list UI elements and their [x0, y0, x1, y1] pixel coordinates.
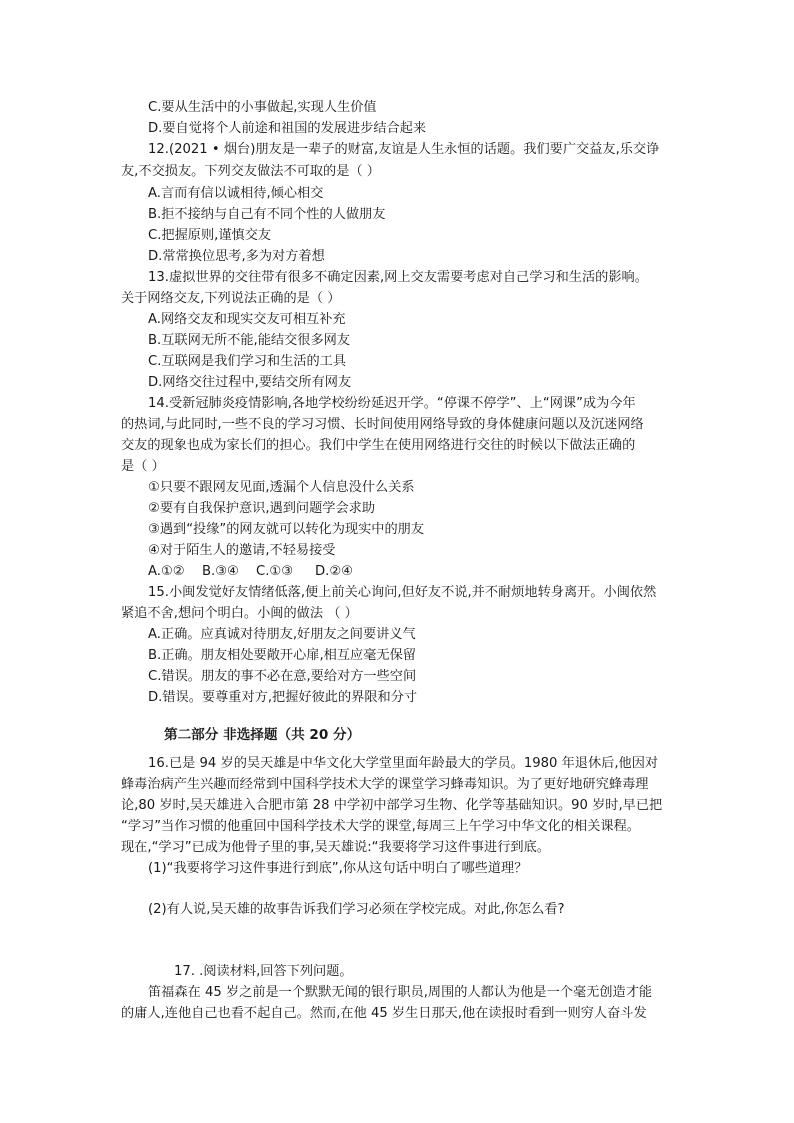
q12-option-c: C.把握原则,谨慎交友 — [148, 228, 272, 243]
q13-option-d: D.网络交往过程中,要结交所有网友 — [148, 375, 352, 390]
q16-passage-cont-1: 蜂毒治病产生兴趣而经常到中国科学技术大学的课堂学习蜂毒知识。为了更好地研究蜂毒理 — [121, 777, 649, 792]
q17-passage: 笛福森在 45 岁之前是一个默默无闻的银行职员,周围的人都认为他是一个毫无创造才能 — [148, 985, 653, 1000]
q12-option-b: B.拒不接纳与自己有不同个性的人做朋友 — [148, 207, 386, 222]
q14-option-d: D.②④ — [315, 564, 353, 579]
q13-stem-cont: 关于网络交友,下列说法正确的是（ ） — [121, 291, 341, 306]
q15-stem: 15.小闽发觉好友情绪低落,便上前关心询问,但好友不说,并不耐烦地转身离开。小闽依然 — [148, 585, 657, 600]
q13-option-b: B.互联网无所不能,能结交很多网友 — [148, 333, 351, 348]
q12-option-a: A.言而有信以诚相待,倾心相交 — [148, 186, 324, 201]
q12-stem: 12.(2021 • 烟台)朋友是一辈子的财富,友谊是人生永恒的话题。我们要广交益友,乐交诤 — [148, 142, 660, 157]
q13-option-a: A.网络交友和现实交友可相互补充 — [148, 312, 346, 327]
q14-statement-1: ①只要不跟网友见面,透漏个人信息没什么关系 — [148, 480, 415, 495]
q16-subquestion-2: (2)有人说,吴天雄的故事告诉我们学习必须在学校完成。对此,你怎么看? — [148, 902, 565, 917]
q14-options — [148, 565, 353, 578]
q14-stem-cont-1: 的热词,与此同时,一些不良的学习习惯、长时间使用网络导致的身体健康问题以及沉迷网络 — [121, 417, 644, 432]
q16-subquestion-1: (1)“我要将学习这件事进行到底”,你从这句话中明白了哪些道理？ — [148, 861, 528, 876]
q14-option-c: C.①③ — [256, 564, 294, 579]
q14-stem-cont-2: 交友的现象也成为家长们的担心。我们中学生在使用网络进行交往的时候以下做法正确的 — [121, 438, 636, 453]
q14-option-b: B.③④ — [202, 564, 239, 579]
q17-passage-cont: 的庸人,连他自己也看不起自己。然而,在他 45 岁生日那天,他在读报时看到一则穷人奋斗发 — [121, 1006, 647, 1021]
q16-passage-cont-4: 现在,“学习”已成为他骨子里的事,吴天雄说:“我要将学习这件事进行到底。 — [121, 840, 550, 855]
q16-passage: 16.已是 94 岁的吴天雄是中华文化大学堂里面年龄最大的学员。1980 年退休后,他因对 — [148, 756, 659, 771]
q14-statement-3: ③遇到“投缘”的网友就可以转化为现实中的朋友 — [148, 522, 425, 537]
q14-statement-4: ④对于陌生人的邀请,不轻易接受 — [148, 543, 336, 558]
q12-stem-cont: 友,不交损友。下列交友做法不可取的是（ ） — [121, 164, 380, 179]
q14-option-a: A.①② — [148, 564, 185, 579]
q12-option-d: D.常常换位思考,多为对方着想 — [148, 249, 325, 264]
q13-option-c: C.互联网是我们学习和生活的工具 — [148, 354, 347, 369]
q11-option-c: C.要从生活中的小事做起,实现人生价值 — [148, 100, 377, 115]
q15-stem-cont: 紧追不舍,想问个明白。小闽的做法 （ ） — [121, 606, 358, 621]
q11-option-d: D.要自觉将个人前途和祖国的发展进步结合起来 — [148, 121, 427, 136]
q14-stem: 14.受新冠肺炎疫情影响,各地学校纷纷延迟开学。“停课不停学”、上“网课”成为今年 — [148, 396, 636, 411]
q15-option-a: A.正确。应真诚对待朋友,好朋友之间要讲义气 — [148, 627, 416, 642]
q13-stem: 13.虚拟世界的交往带有很多不确定因素,网上交友需要考虑对自己学习和生活的影响。 — [148, 270, 648, 285]
q16-passage-cont-3: “学习”当作习惯的他重回中国科学技术大学的课堂,每周三上午学习中华文化的相关课程。 — [121, 819, 640, 834]
section-heading: 第二部分 非选择题（共 20 分） — [164, 727, 361, 743]
q14-statement-2: ②要有自我保护意识,遇到问题学会求助 — [148, 501, 376, 516]
q14-stem-cont-3: 是（ ） — [121, 459, 165, 474]
q15-option-c: C.错误。朋友的事不必在意,要给对方一些空间 — [148, 669, 417, 684]
q16-passage-cont-2: 论,80 岁时,吴天雄进入合肥市第 28 中学初中部学习生物、化学等基础知识。90 岁时,早已把 — [121, 798, 663, 813]
q17-heading: 17. .阅读材料,回答下列问题。 — [174, 964, 353, 979]
q15-option-d: D.错误。要尊重对方,把握好彼此的界限和分寸 — [148, 690, 418, 705]
q15-option-b: B.正确。朋友相处要敞开心扉,相互应毫无保留 — [148, 648, 416, 663]
